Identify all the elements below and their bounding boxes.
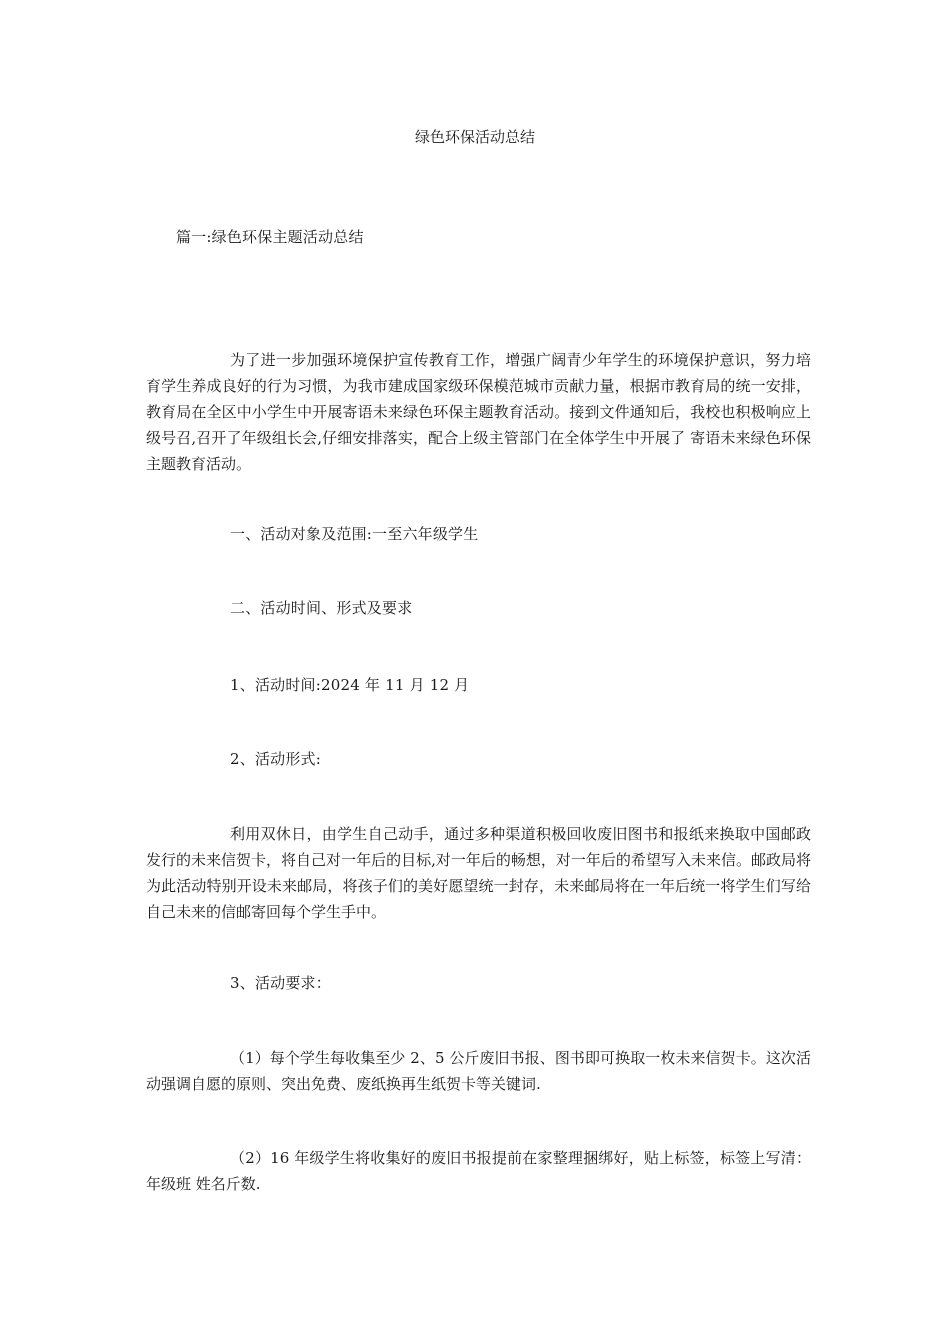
item-activity-scope: 一、活动对象及范围:一至六年级学生 — [230, 525, 479, 543]
sub-activity-time: 1、活动时间:2024 年 11 月 12 月 — [230, 676, 470, 694]
requirement-2: （2）16 年级学生将收集好的废旧书报提前在家整理捆绑好，贴上标签，标签上写清：年级班 姓名斤数. — [146, 1149, 811, 1193]
sub-activity-form: 2、活动形式: — [230, 750, 321, 768]
section-heading: 篇一:绿色环保主题活动总结 — [176, 228, 364, 246]
intro-paragraph: 为了进一步加强环境保护宣传教育工作，增强广阔青少年学生的环境保护意识，努力培育学生养成良好的行为习惯，为我市建成国家级环保模范城市贡献力量，根据市教育局的统一安排，教育局在全区中小学生中开展寄语未来绿色环保主题教育活动。接到文件通知后，我校也积极响应上级号召,召开了年级组长会,仔细安排落实，配合上级主管部门在全体学生中开展了 寄语未来绿色环保主题教育活动。 — [146, 351, 811, 473]
form-paragraph: 利用双休日，由学生自己动手，通过多种渠道积极回收废旧图书和报纸来换取中国邮政发行的未来信贺卡，将自己对一年后的目标,对一年后的畅想，对一年后的希望写入未来信。邮政局将为此活动特别开设未来邮局，将孩子们的美好愿望统一封存，未来邮局将在一年后统一将学生们写给自己未来的信邮寄回每个学生手中。 — [146, 825, 811, 921]
requirement-1: （1）每个学生每收集至少 2、5 公斤废旧书报、图书即可换取一枚未来信贺卡。这次活动强调自愿的原则、突出免费、废纸换再生纸贺卡等关键词. — [146, 1049, 811, 1093]
document-title: 绿色环保活动总结 — [414, 128, 535, 146]
item-activity-time-form: 二、活动时间、形式及要求 — [230, 599, 413, 617]
sub-activity-requirements: 3、活动要求： — [230, 974, 331, 992]
